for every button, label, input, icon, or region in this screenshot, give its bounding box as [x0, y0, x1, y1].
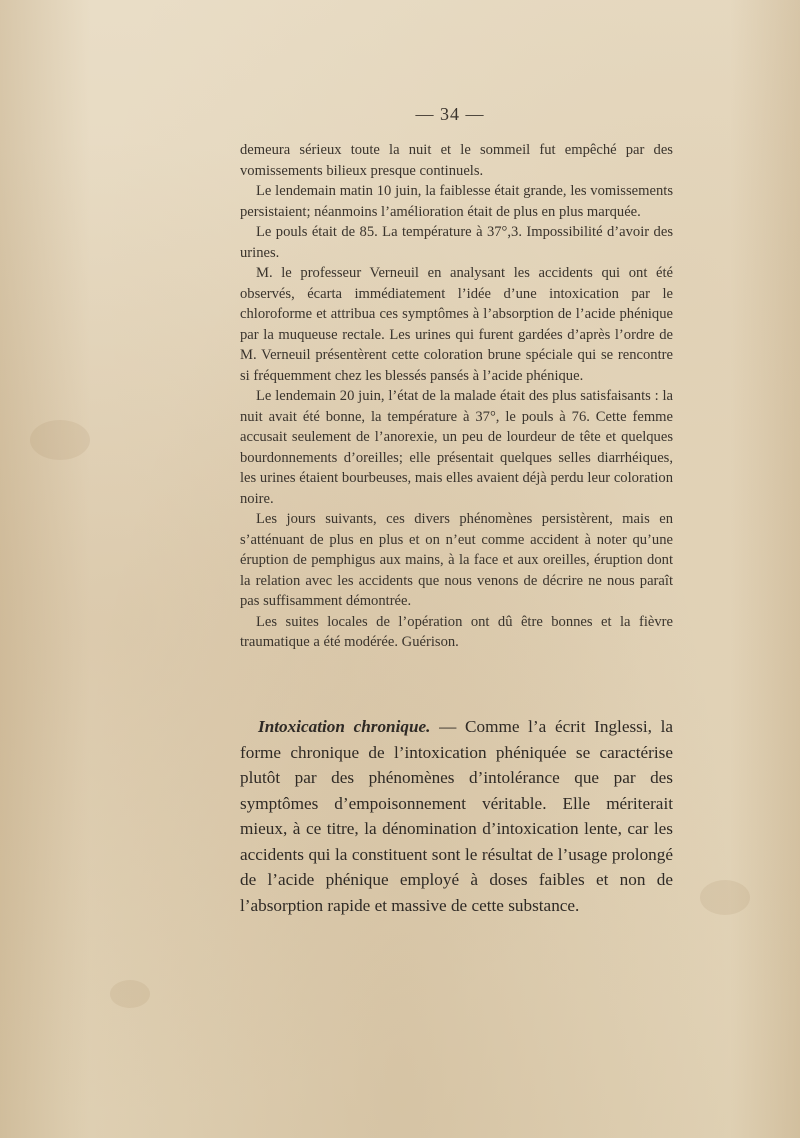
- paragraph: Le pouls était de 85. La température à 37°,3. Impossibilité d’avoir des urines.: [240, 224, 673, 261]
- paper-stain: [110, 980, 150, 1008]
- section-text: — Comme l’a écrit Inglessi, la forme chronique de l’intoxication phéniquée se caractérise plutôt par des phénomènes d’intolérance que par des symptômes d’empoisonnement véritable. Elle mériterait mieux, à ce titre, la dénomination d’intoxication lente, car les accidents qui la constituent sont le résultat de l’usage prolongé de l’acide phénique employé à doses faibles et non de l’absorption rapide et massive de cette substance.: [240, 717, 673, 915]
- section-heading: Intoxication chronique.: [258, 717, 431, 736]
- page-number: — 34 —: [415, 104, 485, 124]
- paragraph: Le lendemain matin 10 juin, la faiblesse était grande, les vomissements persistaient; néanmoins l’amélioration était de plus en plus marquée.: [240, 183, 673, 220]
- paragraph: Les suites locales de l’opération ont dû être bonnes et la fièvre traumatique a été modérée. Guérison.: [240, 613, 673, 650]
- paragraph: Le lendemain 20 juin, l’état de la malade était des plus satisfaisants : la nuit avait été bonne, la température à 37°, le pouls à 76. Cette femme accusait seulement de l’anorexie, un peu de lourdeur de tête et quelques bourdonnements d’oreilles; elle présentait quelques selles diarrhéiques, les urines étaient bourbeuses, mais elles avaient déjà perdu leur coloration noire.: [240, 388, 673, 507]
- section-chronic-intoxication: [240, 714, 673, 918]
- paper-stain: [30, 420, 90, 460]
- paragraph: Les jours suivants, ces divers phénomènes persistèrent, mais en s’atténuant de plus en plus et on n’eut comme accident à noter qu’une éruption de pemphigus aux mains, à la face et aux oreilles, éruption dont la relation avec les accidents que nous venons de décrire ne nous paraît pas suffisamment démontrée.: [240, 511, 673, 609]
- paragraph: demeura sérieux toute la nuit et le sommeil fut empêché par des vomissements bilieux presque continuels.: [240, 142, 673, 179]
- paper-stain: [700, 880, 750, 915]
- paragraph: M. le professeur Verneuil en analysant les accidents qui ont été observés, écarta immédiatement l’idée d’une intoxication par le chloroforme et attribua ces symptômes à l’absorption de l’acide phénique par la muqueuse rectale. Les urines qui furent gardées d’après l’ordre de M. Verneuil présentèrent cette coloration brune spéciale qui se rencontre si fréquemment chez les blessés pansés à l’acide phénique.: [240, 265, 673, 384]
- body-text: [240, 140, 673, 653]
